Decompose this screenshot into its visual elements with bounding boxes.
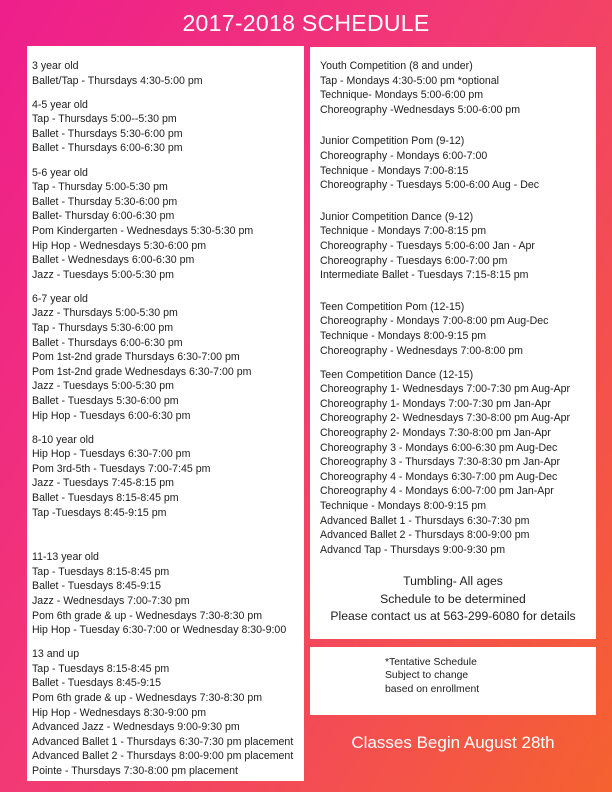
competition-group bbox=[320, 300, 606, 358]
age-group bbox=[32, 98, 309, 156]
group-heading: Teen Competition Pom (12-15) bbox=[320, 300, 465, 313]
tumbling-info bbox=[310, 573, 596, 626]
contact-line: Please contact us at 563-299-6080 for details bbox=[330, 609, 576, 623]
class-line: Advanced Ballet 1 - Thursdays 6:30-7:30 pm placement bbox=[32, 735, 294, 748]
class-line: Tap - Thursday 5:00-5:30 pm bbox=[32, 181, 168, 194]
class-line: Hip Hop - Wednesdays 8:30-9:00 pm bbox=[32, 706, 207, 719]
class-line: Ballet - Tuesdays 8:45-9:15 bbox=[32, 677, 161, 690]
class-line: Ballet- Thursday 6:00-6:30 pm bbox=[32, 210, 175, 223]
class-line: Ballet - Wednesdays 6:00-6:30 pm bbox=[32, 254, 195, 267]
class-line: Tap -Tuesdays 8:45-9:15 pm bbox=[32, 506, 167, 519]
class-line: Choreography 3 - Mondays 6:00-6:30 pm Aug-Dec bbox=[320, 441, 558, 454]
class-line: Choreography - Wednesdays 7:00-8:00 pm bbox=[320, 344, 523, 357]
class-line: Jazz - Thursdays 5:00-5:30 pm bbox=[32, 307, 178, 320]
group-heading: 11-13 year old bbox=[32, 551, 99, 564]
class-line: Ballet - Thursday 5:30-6:00 pm bbox=[32, 195, 178, 208]
class-line: Advanced Ballet 1 - Thursdays 6:30-7:30 pm bbox=[320, 514, 530, 527]
group-heading: 13 and up bbox=[32, 648, 80, 661]
class-line: Hip Hop - Wednesdays 5:30-6:00 pm bbox=[32, 239, 207, 252]
note-line: based on enrollment bbox=[385, 683, 480, 695]
group-heading: Youth Competition (8 and under) bbox=[320, 60, 473, 72]
age-group-schedule-panel bbox=[27, 46, 304, 781]
group-heading: 4-5 year old bbox=[32, 98, 88, 111]
group-heading: Teen Competition Dance (12-15) bbox=[320, 368, 474, 381]
class-line: Technique - Mondays 7:00-8:15 pm bbox=[320, 225, 487, 238]
group-heading: 5-6 year old bbox=[32, 166, 88, 179]
class-line: Tap - Thursdays 5:00--5:30 pm bbox=[32, 113, 177, 126]
class-line: Choreography - Mondays 7:00-8:00 pm Aug-Dec bbox=[320, 315, 549, 328]
page-title: 2017-2018 SCHEDULE bbox=[182, 10, 430, 36]
age-group bbox=[32, 166, 309, 283]
class-line: Technique - Mondays 8:00-9:15 pm bbox=[320, 329, 487, 342]
class-line: Tap - Tuesdays 8:15-8:45 pm bbox=[32, 565, 170, 578]
age-group bbox=[32, 59, 309, 88]
class-line: Hip Hop - Tuesday 6:30-7:00 or Wednesday 8:30-9:00 bbox=[32, 624, 287, 637]
class-line: Ballet - Tuesdays 5:30-6:00 pm bbox=[32, 394, 179, 407]
class-line: Tap - Mondays 4:30-5:00 pm *optional bbox=[320, 74, 500, 87]
class-line: Hip Hop - Tuesdays 6:30-7:00 pm bbox=[32, 448, 191, 461]
class-line: Choreography 4 - Mondays 6:30-7:00 pm Aug-Dec bbox=[320, 470, 558, 483]
class-line: Technique - Mondays 8:00-9:15 pm bbox=[320, 499, 487, 512]
class-line: Jazz - Wednesdays 7:00-7:30 pm bbox=[32, 595, 190, 607]
group-heading: 8-10 year old bbox=[32, 433, 94, 446]
class-line: Pointe - Thursdays 7:30-8:00 pm placement bbox=[32, 765, 238, 778]
competition-schedule-panel bbox=[310, 47, 596, 639]
class-line: Advanced Ballet 2 - Thursdays 8:00-9:00 pm bbox=[320, 529, 530, 542]
group-heading: 3 year old bbox=[32, 60, 79, 72]
class-line: Choreography - Tuesdays 6:00-7:00 pm bbox=[320, 254, 508, 267]
class-line: Pom 1st-2nd grade Thursdays 6:30-7:00 pm bbox=[32, 351, 240, 364]
competition-group-list bbox=[310, 47, 606, 567]
age-group-list bbox=[27, 46, 309, 788]
competition-group bbox=[320, 59, 606, 117]
competition-group bbox=[320, 210, 606, 283]
class-line: Choreography 4 - Mondays 6:00-7:00 pm Jan-Apr bbox=[320, 485, 554, 498]
class-line: Advanced Ballet 2 - Thursdays 8:00-9:00 pm placement bbox=[32, 750, 294, 763]
group-heading: Junior Competition Dance (9-12) bbox=[320, 210, 474, 223]
age-group bbox=[32, 550, 309, 638]
tumbling-line: Tumbling- All ages bbox=[403, 574, 503, 588]
age-group bbox=[32, 292, 309, 423]
note-line: Subject to change bbox=[385, 670, 469, 682]
class-line: Pom 6th grade & up - Wednesdays 7:30-8:30 pm bbox=[32, 692, 263, 705]
class-line: Ballet/Tap - Thursdays 4:30-5:00 pm bbox=[32, 74, 203, 87]
class-line: Ballet - Tuesdays 8:45-9:15 bbox=[32, 580, 161, 593]
class-line: Choreography 1- Wednesdays 7:00-7:30 pm Aug-Apr bbox=[320, 383, 571, 396]
tentative-note-panel bbox=[310, 647, 596, 715]
class-line: Choreography -Wednesdays 5:00-6:00 pm bbox=[320, 103, 521, 116]
class-line: Jazz - Tuesdays 7:45-8:15 pm bbox=[32, 477, 174, 490]
group-heading: Junior Competition Pom (9-12) bbox=[320, 135, 465, 148]
class-line: Jazz - Tuesdays 5:00-5:30 pm bbox=[32, 268, 174, 281]
group-heading: 6-7 year old bbox=[32, 292, 88, 305]
class-line: Technique - Mondays 7:00-8:15 bbox=[320, 164, 469, 177]
class-line: Ballet - Tuesdays 8:15-8:45 pm bbox=[32, 492, 179, 505]
class-line: Choreography - Mondays 6:00-7:00 bbox=[320, 149, 488, 162]
class-line: Hip Hop - Tuesdays 6:00-6:30 pm bbox=[32, 409, 191, 422]
class-line: Choreography 1- Mondays 7:00-7:30 pm Jan-Apr bbox=[320, 397, 551, 410]
competition-group bbox=[320, 134, 606, 192]
class-line: Ballet - Thursdays 6:00-6:30 pm bbox=[32, 336, 183, 349]
age-group bbox=[32, 647, 309, 778]
class-line: Ballet - Thursdays 5:30-6:00 pm bbox=[32, 127, 183, 140]
class-line: Tap - Thursdays 5:30-6:00 pm bbox=[32, 322, 174, 334]
class-line: Pom Kindergarten - Wednesdays 5:30-5:30 pm bbox=[32, 224, 254, 237]
class-line: Advanced Jazz - Wednesdays 9:00-9:30 pm bbox=[32, 721, 240, 734]
class-line: Choreography 2- Mondays 7:30-8:00 pm Jan-Apr bbox=[320, 426, 551, 439]
note-line: *Tentative Schedule bbox=[385, 657, 477, 668]
class-line: Pom 1st-2nd grade Wednesdays 6:30-7:00 pm bbox=[32, 365, 252, 378]
class-line: Pom 6th grade & up - Wednesdays 7:30-8:30 pm bbox=[32, 609, 263, 622]
class-line: Choreography 2- Wednesdays 7:30-8:00 pm Aug-Apr bbox=[320, 412, 571, 425]
class-line: Technique- Mondays 5:00-6:00 pm bbox=[320, 89, 484, 102]
competition-group bbox=[320, 368, 606, 558]
class-line: Tap - Tuesdays 8:15-8:45 pm bbox=[32, 662, 170, 675]
class-line: Advancd Tap - Thursdays 9:00-9:30 pm bbox=[320, 543, 506, 556]
class-line: Choreography - Tuesdays 5:00-6:00 Jan - Apr bbox=[320, 239, 535, 252]
class-line: Jazz - Tuesdays 5:00-5:30 pm bbox=[32, 380, 174, 393]
tumbling-line: Schedule to be determined bbox=[380, 591, 526, 606]
class-line: Pom 3rd-5th - Tuesdays 7:00-7:45 pm bbox=[32, 462, 211, 475]
age-group bbox=[32, 433, 309, 521]
classes-begin-banner: Classes Begin August 28th bbox=[351, 733, 555, 752]
class-line: Choreography - Tuesdays 5:00-6:00 Aug - Dec bbox=[320, 179, 540, 192]
note-lines bbox=[310, 647, 612, 696]
class-line: Ballet - Thursdays 6:00-6:30 pm bbox=[32, 142, 183, 155]
class-line: Choreography 3 - Thursdays 7:30-8:30 pm Jan-Apr bbox=[320, 456, 561, 469]
class-line: Intermediate Ballet - Tuesdays 7:15-8:15 pm bbox=[320, 269, 529, 282]
